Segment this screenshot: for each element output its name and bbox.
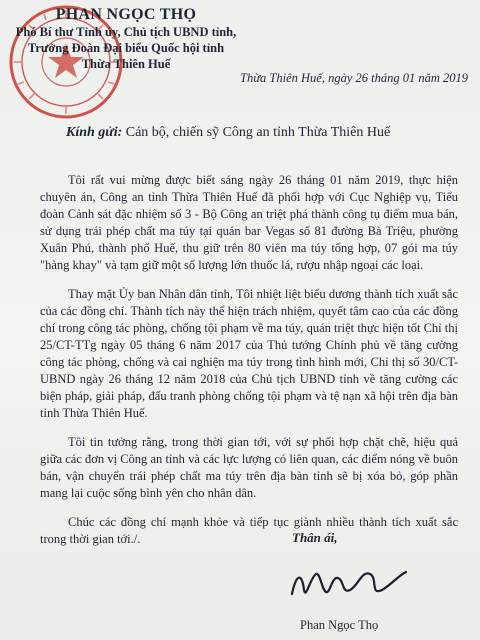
signer-name: Phan Ngọc Thọ	[300, 618, 379, 632]
author-title-line: Phó Bí thư Tỉnh ủy, Chủ tịch UBND tỉnh,	[15, 25, 237, 39]
handwritten-signature	[286, 560, 410, 604]
letter-body	[40, 172, 458, 560]
salutation-recipient: Cán bộ, chiến sỹ Công an tỉnh Thừa Thiên Huế	[125, 125, 391, 140]
letterhead	[14, 4, 238, 72]
body-paragraph: Tôi rất vui mừng được biết sáng ngày 26 tháng 01 năm 2019, thực hiện chuyên án, Công an tỉnh Thừa Thiên Huế đã phối hợp với Cục Nghiệp vụ, Tiểu đoàn Cảnh sát đặc nhiệm số 3 - Bộ Công an triệt phá thành công tụ điểm mua bán, sử dụng trái phép chất ma túy tại quán bar Vegas số 81 đường Bà Triệu, phường Xuân Phú, thành phố Huế, thu giữ trên 80 viên ma túy tổng hợp, 07 gói ma túy "hàng khay" và tạm giữ một số lượng lớn thuốc lá, rượu nhập ngoại các loại.	[40, 173, 458, 272]
author-title-line: Trưởng Đoàn Đại biểu Quốc hội tỉnh	[27, 41, 225, 55]
author-title-line: Thừa Thiên Huế	[81, 57, 171, 71]
body-paragraph: Tôi tin tưởng rằng, trong thời gian tới, với sự phối hợp chặt chẽ, hiệu quả giữa các đơn vị Công an tỉnh và các lực lượng có liên quan, các điểm nóng về buôn bán, vận chuyển trái phép chất ma túy trên địa bàn tỉnh sẽ bị xóa bỏ, góp phần mang lại cuộc sống bình yên cho nhân dân.	[40, 435, 458, 500]
date-line: Thừa Thiên Huế, ngày 26 tháng 01 năm 2019	[240, 71, 468, 85]
body-paragraph: Chúc các đồng chí mạnh khỏe và tiếp tục giành nhiều thành tích xuất sắc trong thời gian tới./.	[40, 515, 458, 546]
body-paragraph: Thay mặt Ủy ban Nhân dân tỉnh, Tôi nhiệt liệt biểu dương thành tích xuất sắc của các đồng chí. Thành tích này thể hiện trách nhiệm, quyết tâm cao của các đồng chí trong công tác phòng, chống tội phạm về ma túy, quán triệt thực hiện tốt Chỉ thị 25/CT-TTg ngày 05 tháng 6 năm 2017 của Thủ tướng Chính phủ về tăng cường công tác phòng, chống và cai nghiện ma túy trong tình hình mới, Chỉ thị số 30/CT-UBND ngày 26 tháng 12 năm 2018 của Chủ tịch UBND tỉnh về tăng cường các biện pháp, giải pháp, đấu tranh phòng chống tội phạm và tệ nạn xã hội trên địa bàn tỉnh Thừa Thiên Huế.	[40, 287, 458, 420]
salutation	[66, 125, 390, 141]
salutation-label: Kính gửi:	[66, 125, 123, 140]
closing-phrase: Thân ái,	[292, 530, 338, 545]
author-name: PHAN NGỌC THỌ	[55, 6, 197, 23]
